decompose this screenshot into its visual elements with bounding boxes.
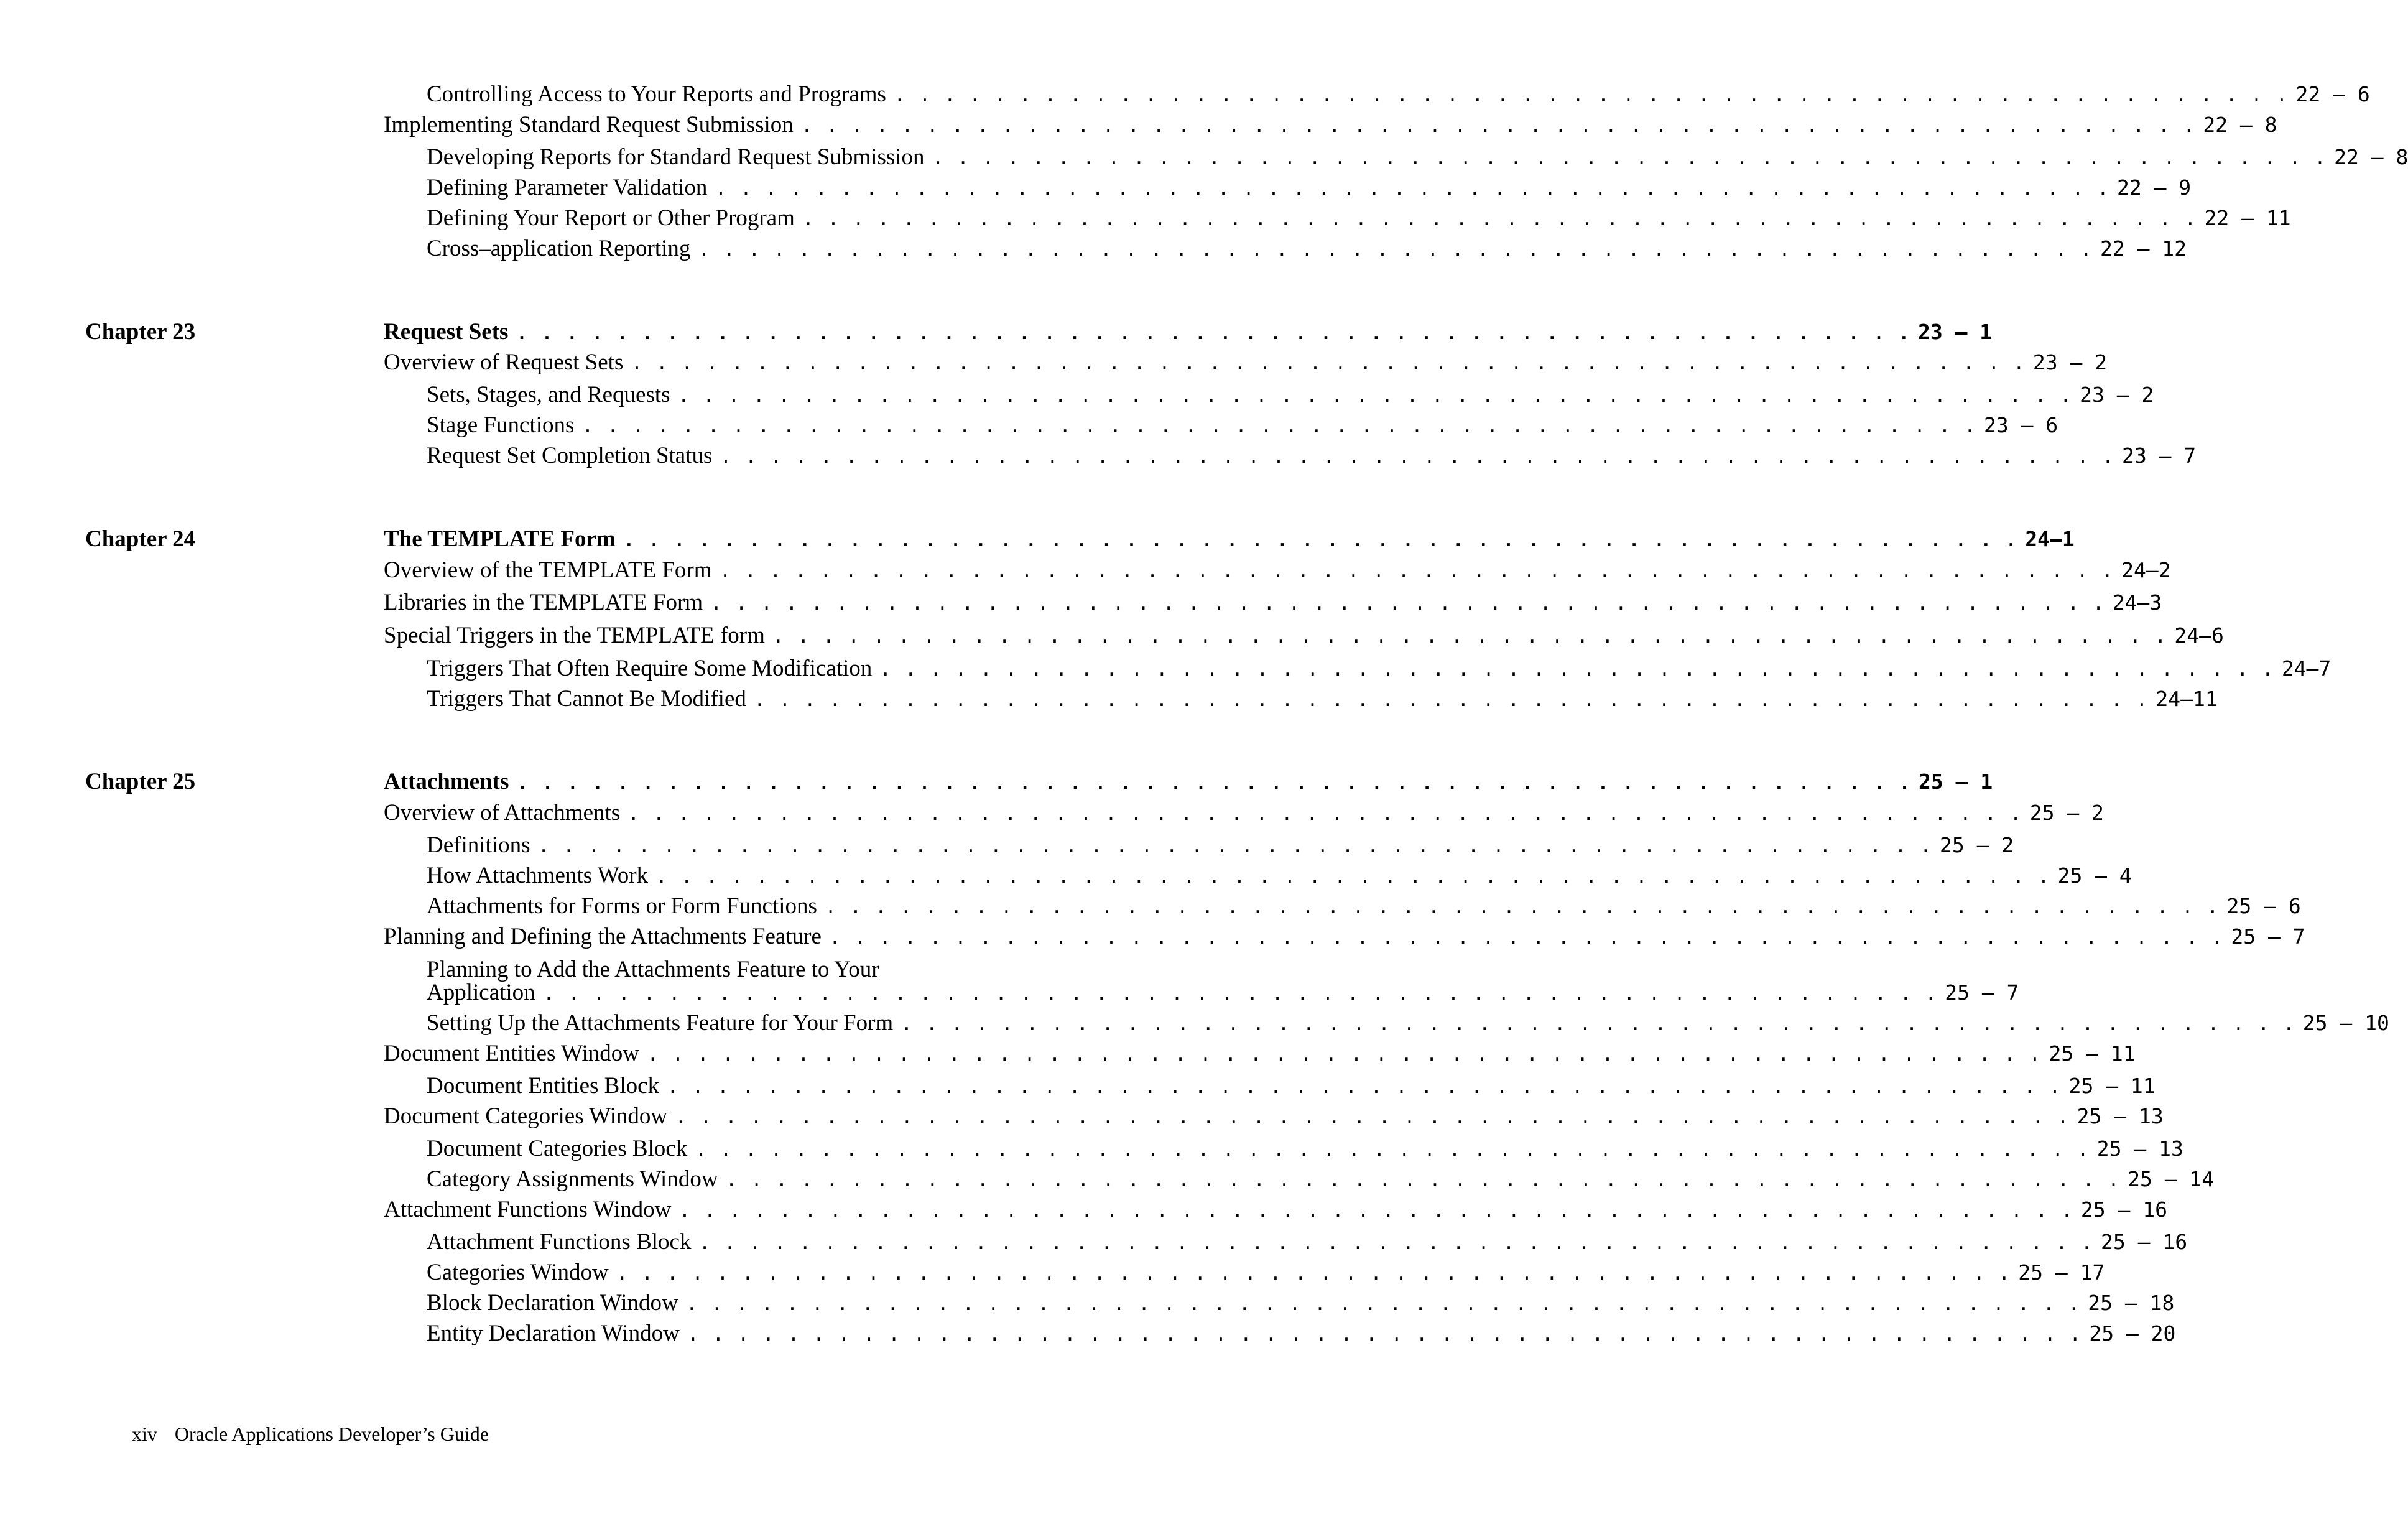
toc-entry[interactable] [427,861,2132,891]
toc-entry-title: Controlling Access to Your Reports and Programs [427,81,886,107]
dot-leader: . . . . . . . . . . . . . . . . . . . . . . . . . . . . . . . . . . . . . . . . . . . . . . . . . . . . . . . . [828,927,2224,950]
toc-entry-title: Attachments for Forms or Form Functions [427,893,817,919]
toc-entry-title: Document Categories Window [384,1104,668,1129]
toc-entry[interactable] [384,1102,2164,1132]
toc-entry[interactable] [427,380,2154,410]
toc-entry[interactable] [427,1258,2105,1288]
toc-entry-page: 23 – 7 [2121,444,2197,468]
toc-entry[interactable] [427,411,2058,440]
dot-leader: . . . . . . . . . . . . . . . . . . . . . . . . . . . . . . . . . . . . . . . . . . . . . . . . . . . . . . . . [678,1200,2073,1223]
toc-entry-title: Triggers That Often Require Some Modification [427,656,873,681]
toc-entry-title: Application [427,980,535,1005]
toc-entry-page: 25 – 13 [2077,1104,2164,1128]
toc-entry-title: Request Set Completion Status [427,443,713,468]
footer-book-title: Oracle Applications Developer’s Guide [174,1423,489,1445]
toc-entry[interactable] [384,348,2108,378]
toc-entry[interactable] [384,798,2104,828]
dot-leader: . . . . . . . . . . . . . . . . . . . . . . . . . . . . . . . . . . . . . . . . . . . . . . . . . . . . . . . . [715,178,2109,201]
toc-entry-page: 24–6 [2174,623,2224,648]
toc-entry-title: Developing Reports for Standard Request Submission [427,144,925,170]
toc-entry-page: 25 – 20 [2089,1321,2176,1345]
toc-entry-title: Stage Functions [427,412,575,438]
dot-leader: . . . . . . . . . . . . . . . . . . . . . . . . . . . . . . . . . . . . . . . . . . . . . . . . . . . . . . . . [516,772,1911,795]
dot-leader: . . . . . . . . . . . . . . . . . . . . . . . . . . . . . . . . . . . . . . . . . . . . . . . . . . . . . . . . [800,115,2196,138]
toc-entry-title: Libraries in the TEMPLATE Form [384,590,703,615]
toc-entry-title: Attachments [384,769,509,794]
toc-entry-title: Cross–application Reporting [427,236,691,261]
toc-entry-page: 23 – 2 [2032,350,2108,374]
toc-entry[interactable] [384,1039,2136,1069]
toc-entry[interactable] [384,621,2224,651]
toc-entry-title: Special Triggers in the TEMPLATE form [384,623,765,648]
dot-leader: . . . . . . . . . . . . . . . . . . . . . . . . . . . . . . . . . . . . . . . . . . . . . . . . . . . . . . . . [824,896,2220,919]
dot-leader: . . . . . . . . . . . . . . . . . . . . . . . . . . . . . . . . . . . . . . . . . . . . . . . . . . . . . . . . [802,208,2197,231]
toc-entry-page: 22 – 12 [2100,236,2187,261]
toc-entry-page: 25 – 1 [1918,769,1993,794]
toc-entry-page: 24–7 [2281,656,2332,681]
toc-entry[interactable] [384,1195,2167,1225]
toc-entry[interactable] [427,1319,2176,1349]
toc-entry-title: Overview of Attachments [384,800,621,825]
toc-entry-title: Sets, Stages, and Requests [427,382,670,407]
toc-entry-title: Request Sets [384,319,509,345]
toc-chapter-entry[interactable] [384,317,1993,347]
dot-leader: . . . . . . . . . . . . . . . . . . . . . . . . . . . . . . . . . . . . . . . . . . . . . . . . . . . . . . . . [631,353,2026,376]
toc-entry-page: 25 – 11 [2049,1041,2136,1066]
dot-leader: . . . . . . . . . . . . . . . . . . . . . . . . . . . . . . . . . . . . . . . . . . . . . . . . . . . . . . . . [616,1263,2011,1286]
toc-entry-page: 25 – 14 [2128,1167,2215,1191]
toc-entry-title: Document Categories Block [427,1136,688,1161]
toc-entry[interactable] [427,173,2192,203]
toc-entry[interactable] [427,978,2019,1008]
toc-entry[interactable] [384,588,2162,618]
dot-leader: . . . . . . . . . . . . . . . . . . . . . . . . . . . . . . . . . . . . . . . . . . . . . . . . . . . . . . . . [753,689,2149,712]
toc-entry-page: 25 – 7 [1945,980,2019,1005]
toc-entry-page: 25 – 4 [2057,863,2132,888]
toc-entry-page: 24–3 [2112,590,2162,615]
toc-entry-page: 22 – 9 [2116,175,2192,200]
toc-entry-page: 24–2 [2121,558,2171,582]
toc-entry-page: 25 – 11 [2068,1074,2156,1098]
toc-entry[interactable] [427,830,2014,860]
toc-entry-page: 25 – 18 [2088,1291,2175,1315]
dot-leader: . . . . . . . . . . . . . . . . . . . . . . . . . . . . . . . . . . . . . . . . . . . . . . . . . . . . . . . . [725,1169,2121,1192]
toc-entry-title: Definitions [427,832,530,858]
dot-leader: . . . . . . . . . . . . . . . . . . . . . . . . . . . . . . . . . . . . . . . . . . . . . . . . . . . . . . . . [695,1139,2090,1162]
toc-entry-page: 25 – 17 [2018,1260,2105,1285]
chapter-label: Chapter 25 [85,769,196,794]
toc-entry-title: Defining Parameter Validation [427,175,708,200]
dot-leader: . . . . . . . . . . . . . . . . . . . . . . . . . . . . . . . . . . . . . . . . . . . . . . . . . . . . . . . . [772,626,2167,649]
toc-entry-title: Planning and Defining the Attachments Feature [384,924,822,949]
toc-entry-page: 24–1 [2025,527,2075,551]
toc-entry-title: Defining Your Report or Other Program [427,205,795,231]
dot-leader: . . . . . . . . . . . . . . . . . . . . . . . . . . . . . . . . . . . . . . . . . . . . . . . . . . . . . . . . [698,239,2093,262]
toc-entry-title: Overview of Request Sets [384,350,624,375]
toc-entry-page: 25 – 6 [2226,894,2301,918]
toc-entry[interactable] [427,142,2408,172]
toc-entry-page: 24–11 [2156,687,2218,711]
toc-entry-title: Attachment Functions Block [427,1229,692,1255]
dot-leader: . . . . . . . . . . . . . . . . . . . . . . . . . . . . . . . . . . . . . . . . . . . . . . . . . . . . . . . . [710,593,2105,616]
toc-chapter-entry[interactable] [384,767,1993,797]
toc-entry-title: The TEMPLATE Form [384,526,616,552]
toc-entry-page: 25 – 16 [2080,1197,2167,1222]
footer-page-number: xiv [132,1423,157,1445]
toc-entry-title: Categories Window [427,1260,609,1285]
toc-entry[interactable] [384,922,2305,952]
toc-entry-title: Triggers That Cannot Be Modified [427,686,746,712]
dot-leader: . . . . . . . . . . . . . . . . . . . . . . . . . . . . . . . . . . . . . . . . . . . . . . . . . . . . . . . . [581,416,1976,439]
chapter-label: Chapter 24 [85,526,196,552]
toc-entry-page: 23 – 6 [1983,413,2058,437]
toc-entry-page: 25 – 13 [2096,1136,2183,1161]
toc-entry-title: Attachment Functions Window [384,1197,672,1222]
chapter-label: Chapter 23 [85,319,196,345]
toc-entry-page: 25 – 10 [2302,1011,2389,1035]
toc-entry-title: Setting Up the Attachments Feature for Your Form [427,1010,894,1036]
toc-entry-page: 22 – 6 [2295,82,2370,106]
toc-entry-title: Overview of the TEMPLATE Form [384,557,712,583]
toc-entry[interactable] [427,1164,2215,1194]
toc-entry-title: Implementing Standard Request Submission [384,112,794,137]
dot-leader: . . . . . . . . . . . . . . . . . . . . . . . . . . . . . . . . . . . . . . . . . . . . . . . . . . . . . . . . [537,835,1933,858]
dot-leader: . . . . . . . . . . . . . . . . . . . . . . . . . . . . . . . . . . . . . . . . . . . . . . . . . . . . . . . . [516,322,1910,345]
toc-entry[interactable] [427,654,2332,684]
dot-leader: . . . . . . . . . . . . . . . . . . . . . . . . . . . . . . . . . . . . . . . . . . . . . . . . . . . . . . . . [646,1044,2042,1067]
toc-entry-page: 23 – 1 [1917,320,1993,344]
toc-entry[interactable] [384,555,2171,585]
toc-entry[interactable] [427,80,2370,109]
toc-entry-page: 25 – 2 [1940,833,2014,857]
dot-leader: . . . . . . . . . . . . . . . . . . . . . . . . . . . . . . . . . . . . . . . . . . . . . . . . . . . . . . . . [667,1076,2062,1099]
dot-leader: . . . . . . . . . . . . . . . . . . . . . . . . . . . . . . . . . . . . . . . . . . . . . . . . . . . . . . . . [719,560,2114,583]
dot-leader: . . . . . . . . . . . . . . . . . . . . . . . . . . . . . . . . . . . . . . . . . . . . . . . . . . . . . . . . [623,529,2018,552]
toc-entry[interactable] [384,110,2277,140]
toc-entry[interactable] [427,1134,2183,1164]
toc-entry[interactable] [427,891,2301,921]
toc-entry[interactable] [427,1227,2188,1257]
dot-leader: . . . . . . . . . . . . . . . . . . . . . . . . . . . . . . . . . . . . . . . . . . . . . . . . . . . . . . . . [879,659,2274,682]
dot-leader: . . . . . . . . . . . . . . . . . . . . . . . . . . . . . . . . . . . . . . . . . . . . . . . . . . . . . . . . [901,1013,2295,1036]
toc-entry[interactable] [427,441,2197,471]
dot-leader: . . . . . . . . . . . . . . . . . . . . . . . . . . . . . . . . . . . . . . . . . . . . . . . . . . . . . . . . [932,147,2327,170]
dot-leader: . . . . . . . . . . . . . . . . . . . . . . . . . . . . . . . . . . . . . . . . . . . . . . . . . . . . . . . . [675,1107,2070,1130]
dot-leader: . . . . . . . . . . . . . . . . . . . . . . . . . . . . . . . . . . . . . . . . . . . . . . . . . . . . . . . . [687,1324,2082,1347]
page-footer [132,1421,489,1446]
toc-chapter-entry[interactable] [384,524,2075,554]
toc-entry-title: Document Entities Block [427,1073,660,1099]
toc-entry-title: Document Entities Window [384,1041,639,1066]
dot-leader: . . . . . . . . . . . . . . . . . . . . . . . . . . . . . . . . . . . . . . . . . . . . . . . . . . . . . . . . [627,803,2022,826]
dot-leader: . . . . . . . . . . . . . . . . . . . . . . . . . . . . . . . . . . . . . . . . . . . . . . . . . . . . . . . . [698,1232,2093,1255]
toc-entry-title: Block Declaration Window [427,1290,678,1316]
toc-entry-title: How Attachments Work [427,863,649,888]
toc-entry[interactable] [427,684,2218,714]
dot-leader: . . . . . . . . . . . . . . . . . . . . . . . . . . . . . . . . . . . . . . . . . . . . . . . . . . . . . . . . [655,866,2050,889]
toc-entry-title: Category Assignments Window [427,1166,718,1192]
dot-leader: . . . . . . . . . . . . . . . . . . . . . . . . . . . . . . . . . . . . . . . . . . . . . . . . . . . . . . . . [685,1293,2081,1316]
toc-entry-title-line1[interactable]: Planning to Add the Attachments Feature to Your [427,957,879,982]
toc-entry[interactable] [427,234,2187,264]
toc-entry-title: Entity Declaration Window [427,1321,680,1346]
toc-entry-page: 22 – 11 [2204,206,2291,230]
toc-entry-page: 25 – 2 [2029,801,2104,825]
toc-entry[interactable] [427,1288,2175,1318]
toc-entry[interactable] [427,1071,2156,1101]
toc-entry-page: 22 – 8 [2334,145,2408,169]
toc-entry-page: 25 – 7 [2231,924,2305,949]
dot-leader: . . . . . . . . . . . . . . . . . . . . . . . . . . . . . . . . . . . . . . . . . . . . . . . . . . . . . . . . [893,85,2289,108]
toc-entry-page: 25 – 16 [2101,1230,2188,1254]
toc-entry-page: 22 – 8 [2203,113,2277,137]
dot-leader: . . . . . . . . . . . . . . . . . . . . . . . . . . . . . . . . . . . . . . . . . . . . . . . . . . . . . . . . [720,446,2114,469]
toc-entry[interactable] [427,203,2291,233]
toc-entry-page: 23 – 2 [2080,383,2154,407]
toc-entry[interactable] [427,1008,2389,1038]
dot-leader: . . . . . . . . . . . . . . . . . . . . . . . . . . . . . . . . . . . . . . . . . . . . . . . . . . . . . . . . [542,983,1938,1006]
dot-leader: . . . . . . . . . . . . . . . . . . . . . . . . . . . . . . . . . . . . . . . . . . . . . . . . . . . . . . . . [677,385,2073,408]
